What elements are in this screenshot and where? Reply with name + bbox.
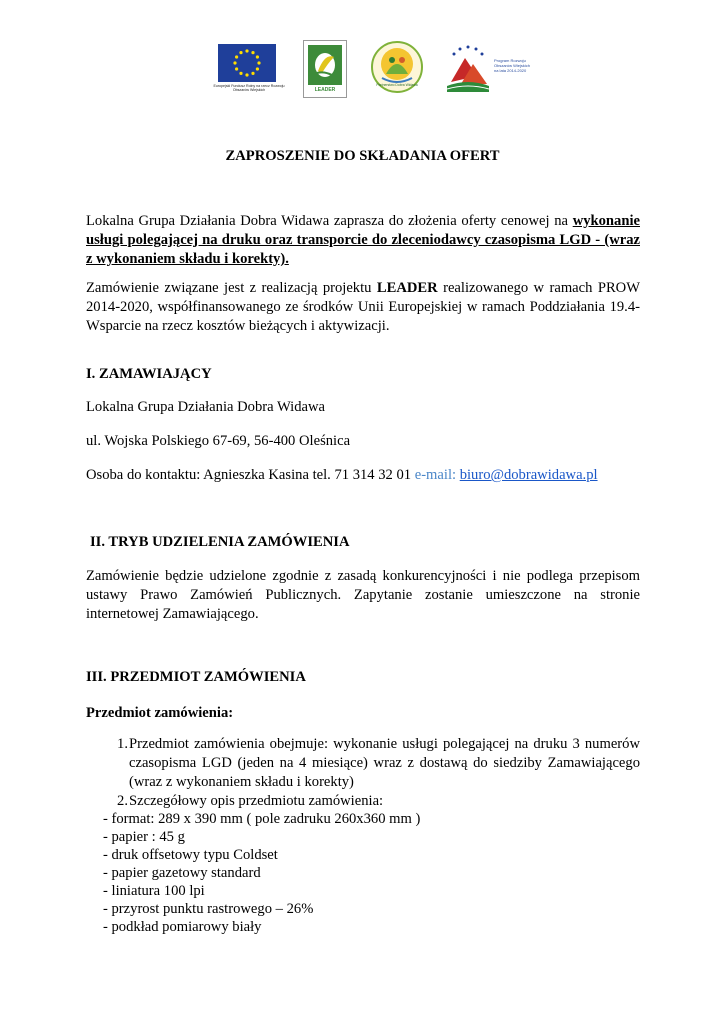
- project-bold: LEADER: [376, 280, 438, 296]
- section3-subheading: Przedmiot zamówienia:: [86, 705, 234, 721]
- spec-item: - podkład pomiarowy biały: [103, 919, 262, 935]
- list-item-number: 2.: [117, 793, 128, 809]
- section1-address: ul. Wojska Polskiego 67-69, 56-400 Oleśnica: [86, 433, 351, 449]
- section1-contact: [86, 466, 640, 485]
- spec-item: - papier gazetowy standard: [103, 865, 261, 881]
- email-link[interactable]: biuro@dobrawidawa.pl: [459, 467, 598, 483]
- list-item: Szczegółowy opis przedmiotu zamówienia:: [129, 793, 384, 809]
- list-item: Przedmiot zamówienia obejmuje: wykonanie usługi polegającej na druku 3 numerów czasopisma LGD (jeden na 4 miesiące) wraz z dostawą do siedziby Zamawiającego (wraz z wykonaniem składu i korekty): [129, 736, 640, 790]
- spec-item: - druk offsetowy typu Coldset: [103, 847, 278, 863]
- section1-heading: I. ZAMAWIAJĄCY: [86, 366, 212, 382]
- section2-text: Zamówienie będzie udzielone zgodnie z zasadą konkurencyjności i nie podlega przepisom ustawy Prawo Zamówień Publicznych. Zapytanie zostanie umieszczone na stronie internetowej Zamawiającego.: [86, 568, 640, 622]
- intro-subject: wykonanie usługi polegającej na druku oraz transporcie do zleceniodawcy czasopisma LGD - (wraz z wykonaniem składu i korekty).: [86, 213, 640, 267]
- email-label: e-mail:: [414, 467, 460, 483]
- leader-logo-text: LEADER: [314, 87, 336, 93]
- dobra-widawa-logo: [370, 40, 424, 94]
- dobra-widawa-logo-text: Partnerstwo Dobra Widawa: [376, 83, 418, 87]
- section2-heading: II. TRYB UDZIELENIA ZAMÓWIENIA: [90, 534, 350, 550]
- eu-flag-logo: [218, 44, 276, 82]
- section3-heading: III. PRZEDMIOT ZAMÓWIENIA: [86, 669, 306, 685]
- spec-item: - liniatura 100 lpi: [103, 883, 205, 899]
- intro-paragraph: [86, 212, 640, 269]
- project-after: realizowanego w ramach PROW 2014-2020, współfinansowanego ze środków Unii Europejskiej w ramach Poddziałania 19.4- Wsparcie na rzecz kosztów bieżących i aktywizacji.: [86, 280, 640, 334]
- leader-logo: [303, 40, 347, 98]
- spec-item: - papier : 45 g: [103, 829, 185, 845]
- contact-person: Osoba do kontaktu: Agnieszka Kasina tel. 71 314 32 01: [86, 467, 415, 483]
- prow-logo: [443, 42, 493, 94]
- project-paragraph: [86, 279, 640, 336]
- logo-bar: [0, 40, 725, 104]
- eu-fund-caption: Europejski Fundusz Rolny na rzecz Rozwoju Obszarów Wiejskich: [213, 84, 285, 92]
- project-before: Zamówienie związane jest z realizacją projektu: [86, 280, 377, 296]
- spec-item: - format: 289 x 390 mm ( pole zadruku 260x360 mm ): [103, 811, 421, 827]
- section1-name: Lokalna Grupa Działania Dobra Widawa: [86, 399, 326, 415]
- prow-caption: Program Rozwoju Obszarów Wiejskich na lata 2014-2020: [494, 58, 531, 73]
- list-item-number: 1.: [117, 736, 128, 752]
- intro-lead: Lokalna Grupa Działania Dobra Widawa zaprasza do złożenia oferty cenowej na: [86, 213, 573, 229]
- page-title: ZAPROSZENIE DO SKŁADANIA OFERT: [225, 148, 500, 164]
- spec-item: - przyrost punktu rastrowego – 26%: [103, 901, 314, 917]
